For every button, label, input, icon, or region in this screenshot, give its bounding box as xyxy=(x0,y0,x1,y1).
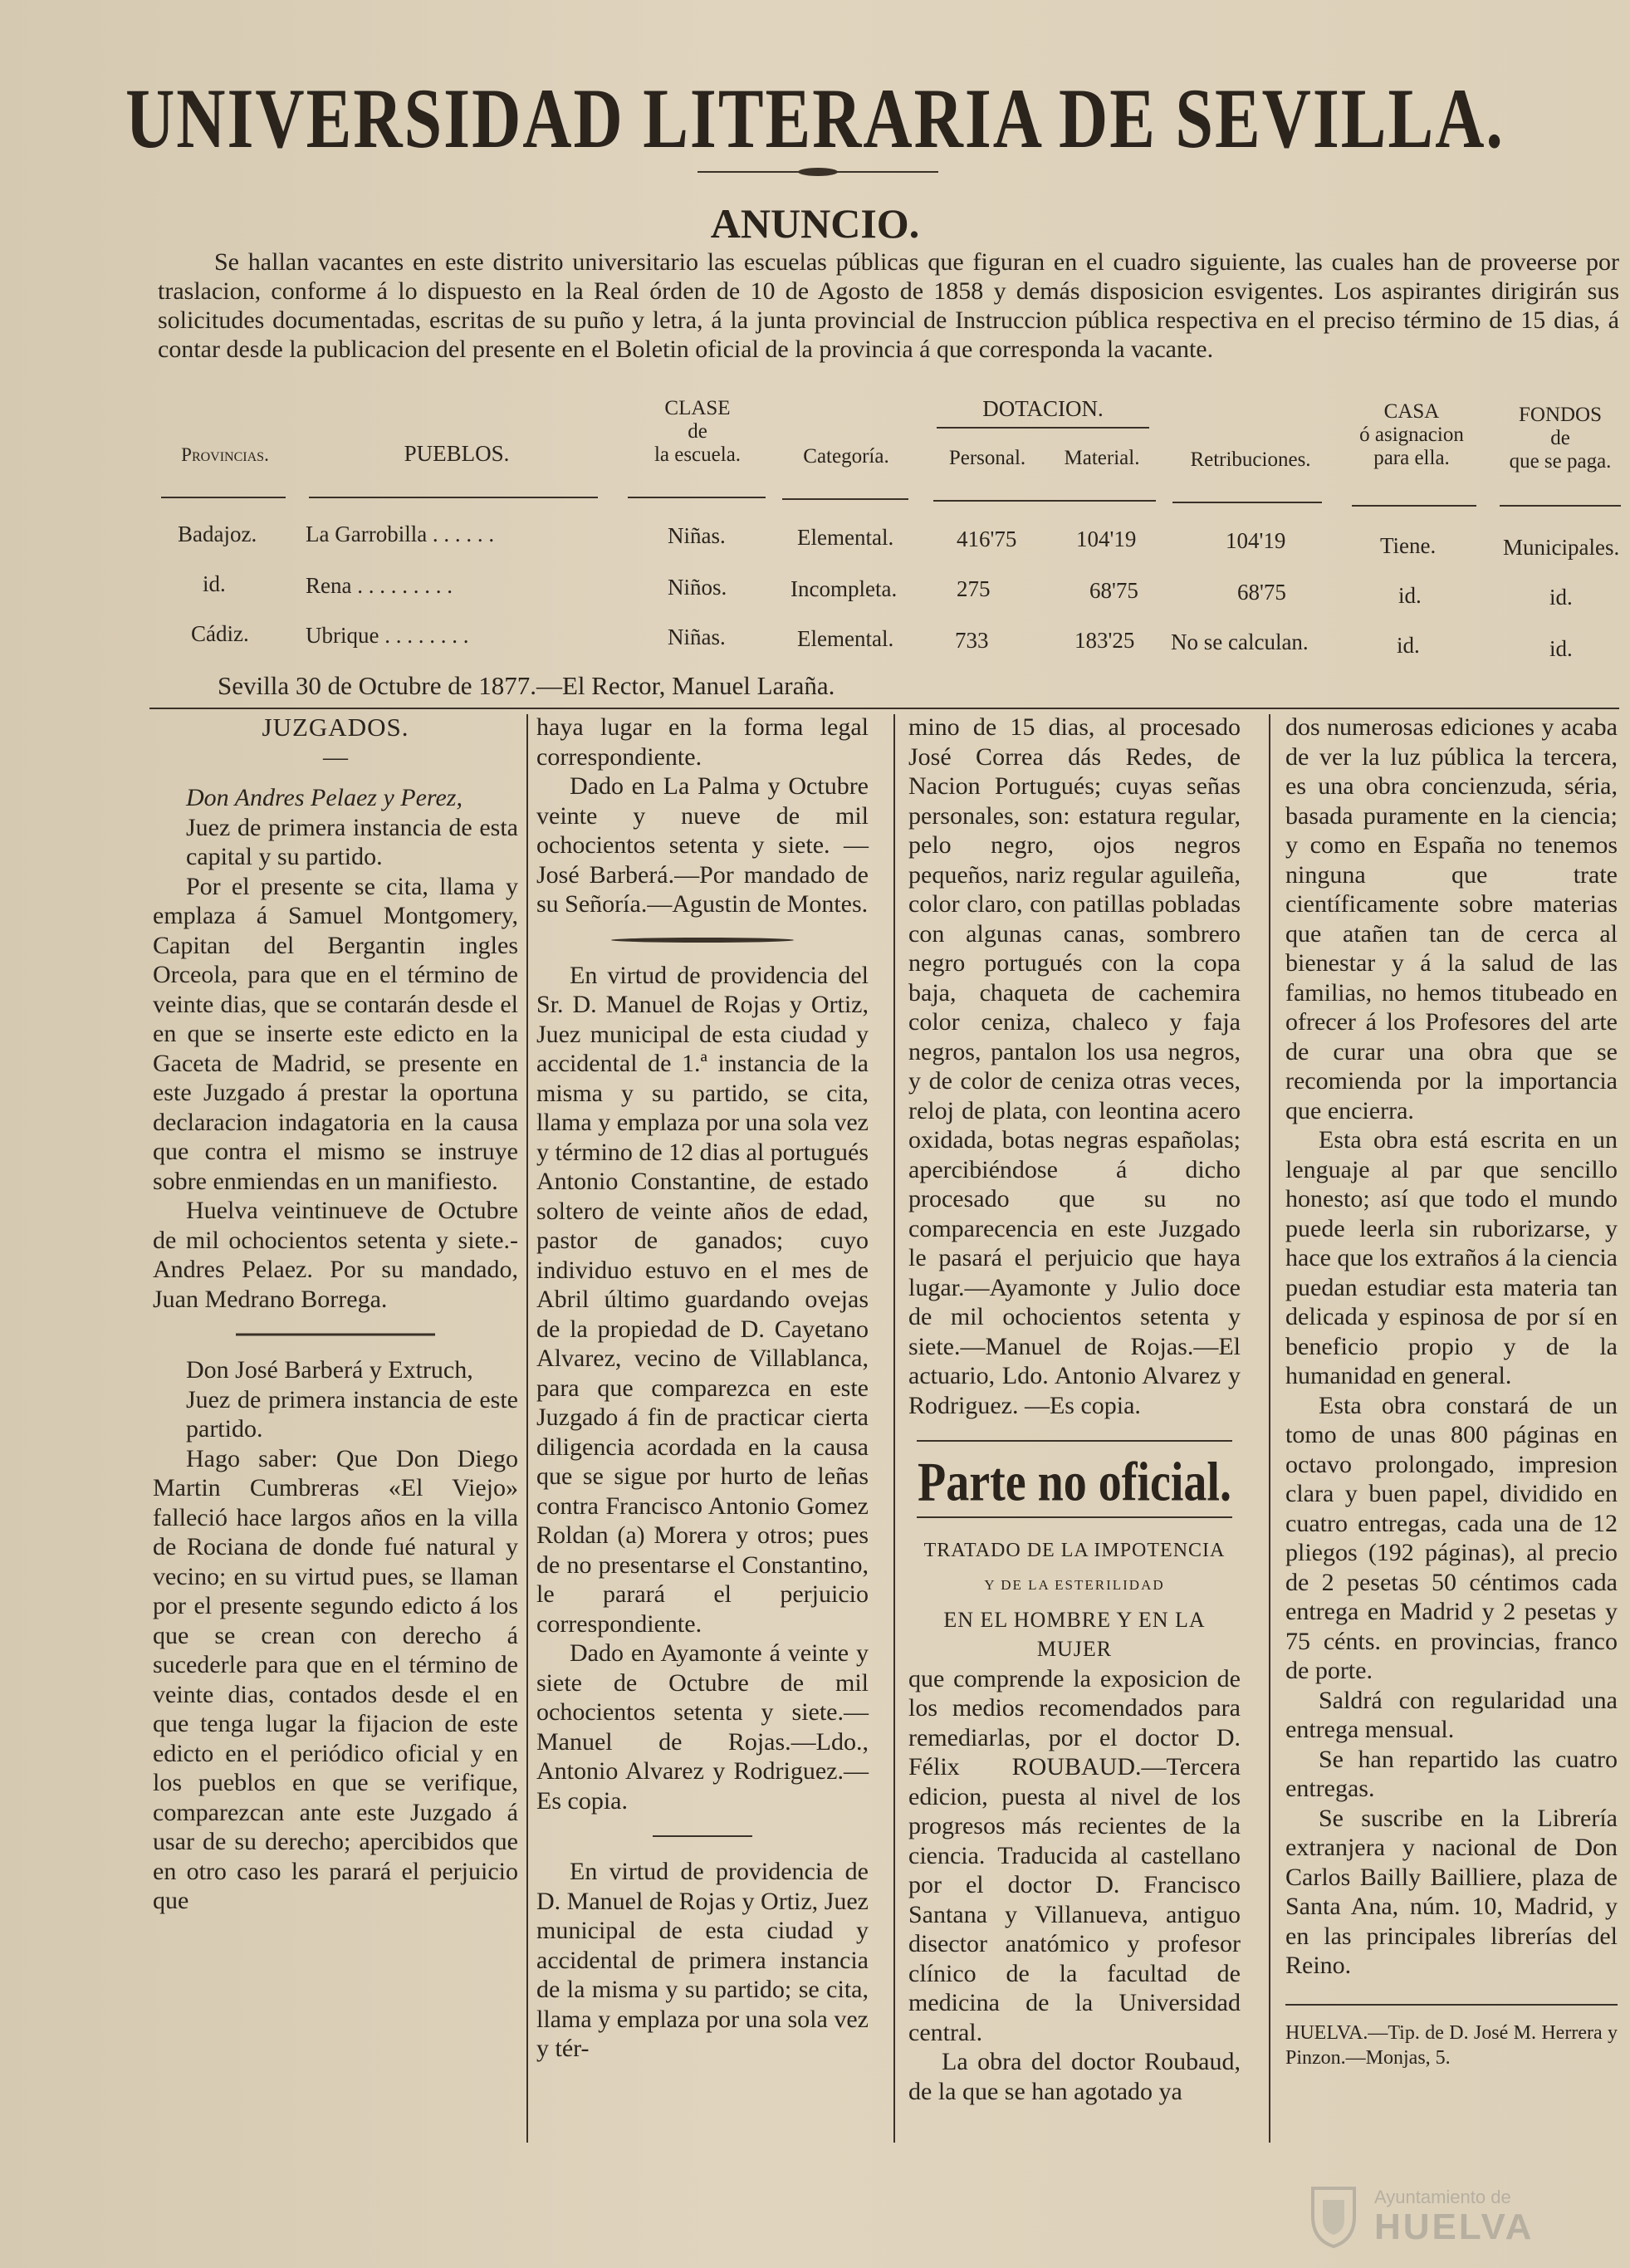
cell-casa: id. xyxy=(1397,633,1420,658)
cell-material: 68'75 xyxy=(1089,578,1138,603)
cell-pueblo: Ubrique . . . . . . . . xyxy=(306,623,469,648)
heading-dash: — xyxy=(323,742,348,771)
juzgados-heading: JUZGADOS. xyxy=(262,713,409,742)
column-edicts xyxy=(536,713,869,2064)
edict-lead: Don José Barberá y Extruch, xyxy=(186,1356,473,1384)
column-edicts-and-notices xyxy=(908,713,1241,2106)
notice-paragraph: Se han repartido las cuatro entregas. xyxy=(1285,1745,1618,1802)
cell-retribuciones: 68'75 xyxy=(1237,580,1286,605)
notice-paragraph: Se suscribe en la Librería extranjera y nacional de Don Carlos Bailly Bailliere, plaza de Santa Ana, núm. 10, Madrid, y en las principales librerías del Reino. xyxy=(1285,1804,1618,1979)
edict-paragraph: Dado en Ayamonte á veinte y siete de Octubre de mil ochocientos setenta y siete.—Manuel de Rojas.—Ldo., Antonio Alvarez y Rodriguez.—Es copia. xyxy=(536,1639,869,1815)
page-title: UNIVERSIDAD LITERARIA DE SEVILLA. xyxy=(125,71,1505,166)
column-notice-continued xyxy=(1285,713,1618,2070)
book-subtitle-2: EN EL HOMBRE Y EN LA MUJER xyxy=(943,1607,1206,1661)
edict-judge: Juez de primera instancia de esta capital y su partido. xyxy=(186,813,518,870)
header-personal: Personal. xyxy=(948,447,1026,469)
cell-clase: Niñas. xyxy=(668,523,726,548)
cell-personal: 733 xyxy=(955,628,989,653)
edict-paragraph: Por el presente se cita, llama y emplaza á Samuel Montgomery, Capitan del Bergantin ingles Orceola, para que en el término de veinte dias, que se contarán desde el en que se inserte este edicto en la Gaceta de Madrid, se presente en este Juzgado á prestar la oportuna declaracion indagatoria en la causa que contra el mismo se instruye sobre enmiendas en un manifiesto. xyxy=(153,872,518,1195)
watermark-line2: HUELVA xyxy=(1374,2207,1535,2247)
cell-pueblo: La Garrobilla . . . . . . xyxy=(306,522,495,546)
announcement-heading: ANUNCIO. xyxy=(710,200,920,247)
notice-paragraph: Esta obra está escrita en un lenguaje al par que sencillo honesto; así que todo el mundo puede leerla sin ruborizarse, y hace que los extraños á la ciencia puedan estudiar esta materia tan delicada y espinosa de por sí en beneficio propio y de la humanidad en general. xyxy=(1285,1126,1618,1389)
edict-judge: Juez de primera instancia de este partido. xyxy=(186,1385,518,1443)
notice-paragraph: Saldrá con regularidad una entrega mensual. xyxy=(1285,1686,1618,1743)
cell-casa: Tiene. xyxy=(1380,533,1437,558)
notice-paragraph: Esta obra constará de un tomo de unas 800 páginas en octavo prolongado, impresion clara y buen papel, dividido en cuatro entregas, cada una de 12 pliegos (192 páginas), al precio de 2 pesetas 50 céntimos cada entrega en Madrid y 2 pesetas y 75 cénts. en provincias, franco de porte. xyxy=(1285,1391,1618,1684)
book-title: TRATADO DE LA IMPOTENCIA xyxy=(923,1539,1226,1561)
separator-ornament xyxy=(236,1330,435,1339)
announcement-paragraph: Se hallan vacantes en este distrito universitario las escuelas públicas que figuran en el cuadro siguiente, las cuales han de proveerse por traslacion, conforme á lo dispuesto en la Real órden de 10 de Agosto de 1858 y demás disposicion esvigentes. Los aspirantes dirigirán sus solicitudes documentadas, escritas de su puño y letra, á la junta provincial de Instruccion pública respectiva en el preciso término de 15 dias, á contar desde la publicacion del presente en el Boletin oficial de la provincia á que corresponda la vacante. xyxy=(158,248,1619,363)
cell-material: 183'25 xyxy=(1074,628,1135,653)
cell-casa: id. xyxy=(1398,583,1422,608)
edict-paragraph: Hago saber: Que Don Diego Martin Cumbreras «El Viejo» falleció hace largos años en la villa de Rociana de donde fué natural y vecino; en su virtud pues, se llaman por el presente segundo edicto á los que se crean con derecho á sucederle para que en el término de veinte dias, contados desde el en que tenga lugar la fijacion de este edicto en el periódico oficial y en los pueblos en que se verifique, comparezcan ante este Juzgado á usar de su derecho; apercibidos que en otro caso les parará el perjuicio que xyxy=(153,1444,518,1914)
separator-rule xyxy=(1285,2001,1618,2009)
notice-paragraph: La obra del doctor Roubaud, de la que se han agotado ya xyxy=(908,2048,1241,2105)
header-material: Material. xyxy=(1064,447,1140,469)
archive-watermark xyxy=(1304,2183,1612,2250)
book-subtitle: Y DE LA ESTERILIDAD xyxy=(984,1577,1165,1593)
cell-pueblo: Rena . . . . . . . . . xyxy=(306,573,453,598)
cell-clase: Niños. xyxy=(668,575,727,600)
cell-provincia: Badajoz. xyxy=(178,522,257,546)
cell-retribuciones: No se calculan. xyxy=(1171,629,1309,654)
edict-paragraph: Huelva veintinueve de Octubre de mil ochocientos setenta y siete.-Andres Pelaez. Por su mandado, Juan Medrano Borrega. xyxy=(153,1197,518,1313)
cell-categoria: Elemental. xyxy=(797,626,894,651)
section-heading: Parte no oficial. xyxy=(918,1451,1231,1514)
edict-paragraph: En virtud de providencia de D. Manuel de Rojas y Ortiz, Juez municipal de esta ciudad y accidental de primera instancia de la misma y su partido; se cita, llama y emplaza por una sola vez y tér- xyxy=(536,1858,869,2062)
edict-paragraph: haya lugar en la forma legal correspondiente. xyxy=(536,713,869,771)
header-dotacion: DOTACION. xyxy=(982,396,1104,421)
notice-paragraph: dos numerosas ediciones y acaba de ver la luz pública la tercera, es una obra concienzuda, séria, basada puramente en la ciencia; y como en España no tenemos ninguna que trate científicamente sobre materias que atañen tan de cerca al bienestar y á la salud de las familias, no hemos titubeado en ofrecer á los Profesores del arte de curar una obra que se recomienda por la importancia que encierra. xyxy=(1285,713,1618,1124)
header-retribuciones: Retribuciones. xyxy=(1190,448,1311,471)
cell-categoria: Elemental. xyxy=(797,525,894,550)
separator-ornament xyxy=(611,936,794,944)
announcement-text xyxy=(158,247,1619,364)
edict-paragraph: Dado en La Palma y Octubre veinte y nueve de mil ochocientos setenta y siete. —José Barberá.—Por mandado de su Señoría.—Agustin de Montes. xyxy=(536,772,869,918)
city-crest-icon xyxy=(1304,2183,1363,2250)
cell-fondos: id. xyxy=(1549,636,1573,661)
cell-personal: 416'75 xyxy=(957,527,1017,551)
cell-personal: 275 xyxy=(957,576,991,601)
cell-material: 104'19 xyxy=(1076,527,1137,551)
cell-categoria: Incompleta. xyxy=(791,576,898,601)
cell-provincia: id. xyxy=(203,571,226,596)
edict-lead: Don Andres Pelaez y Perez, xyxy=(186,784,463,811)
cell-fondos: Municipales. xyxy=(1503,535,1620,560)
header-clase: CLASE de la escuela. xyxy=(653,397,742,466)
edict-paragraph: mino de 15 dias, al procesado José Correa dás Redes, de Nacion Portugués; cuyas señas personales, son: estatura regular, pelo negro, ojos negros pequeños, nariz regular aguileña, color claro, con patillas pobladas con algunas canas, sombrero negro portugués con la copa baja, chaqueta de cachemira color ceniza, chaleco y faja negros, pantalon los usa negros, y de color de ceniza otras veces, reloj de plata, con leontina acero oxidada, botas negras españolas; apercibiéndose á dicho procesado que su no comparecencia en este Juzgado le pasará el perjuicio que haya lugar.—Ayamonte y Julio doce de mil ochocientos setenta y siete.—Manuel de Rojas.—El actuario, Ldo. Antonio Alvarez y Rodriguez. —Es copia. xyxy=(908,713,1241,1419)
cell-provincia: Cádiz. xyxy=(191,621,249,646)
header-pueblos: PUEBLOS. xyxy=(404,441,510,466)
header-provincias: Provincias. xyxy=(181,444,269,465)
column-juzgados xyxy=(153,713,518,1916)
cell-clase: Niñas. xyxy=(668,625,726,649)
header-categoria: Categoría. xyxy=(803,445,889,468)
header-casa: CASA ó asignacion para ella. xyxy=(1359,400,1464,469)
printer-imprint: HUELVA.—Tip. de D. José M. Herrera y Pinzon.—Monjas, 5. xyxy=(1285,2021,1618,2069)
cell-retribuciones: 104'19 xyxy=(1226,528,1286,553)
notice-paragraph: que comprende la exposicion de los medios recomendados para remediarlas, por el doctor D. Félix ROUBAUD.—Tercera edicion, puesta al nivel de los progresos más recientes de la ciencia. Traducida al castellano por el doctor D. Francisco Santana y Villanueva, antiguo disector anatómico y profesor clínico de la facultad de medicina de la Universidad central. xyxy=(908,1664,1241,2046)
title-ornament xyxy=(698,166,938,178)
watermark-line1: Ayuntamiento de xyxy=(1374,2187,1511,2207)
edict-paragraph: En virtud de providencia del Sr. D. Manuel de Rojas y Ortiz, Juez municipal de esta ciudad y accidental de 1.ª instancia de la misma y su partido, se cita, llama y emplaza por una sola vez y término de 12 dias al portugués Antonio Constantine, de estado soltero de veinte años de edad, pastor de ganados; cuyo individuo estuvo en el mes de Abril último guardando ovejas de la propiedad de D. Cayetano Alvarez, vecino de Villablanca, para que comparezca en este Juzgado á fin de practicar cierta diligencia acordada en la causa que se sigue por hurto de leñas contra Francisco Antonio Gomez Roldan (a) Morera y otros; pues de no presentarse el Constantino, le parará el perjuicio correspondiente. xyxy=(536,961,869,1638)
separator-rule xyxy=(917,1437,1232,1445)
separator-rule xyxy=(917,1513,1232,1521)
rector-signature: Sevilla 30 de Octubre de 1877.—El Rector, Manuel Laraña. xyxy=(218,671,835,700)
cell-fondos: id. xyxy=(1549,585,1573,610)
separator-ornament xyxy=(653,1832,752,1840)
header-fondos: FONDOS de que se paga. xyxy=(1509,404,1612,473)
